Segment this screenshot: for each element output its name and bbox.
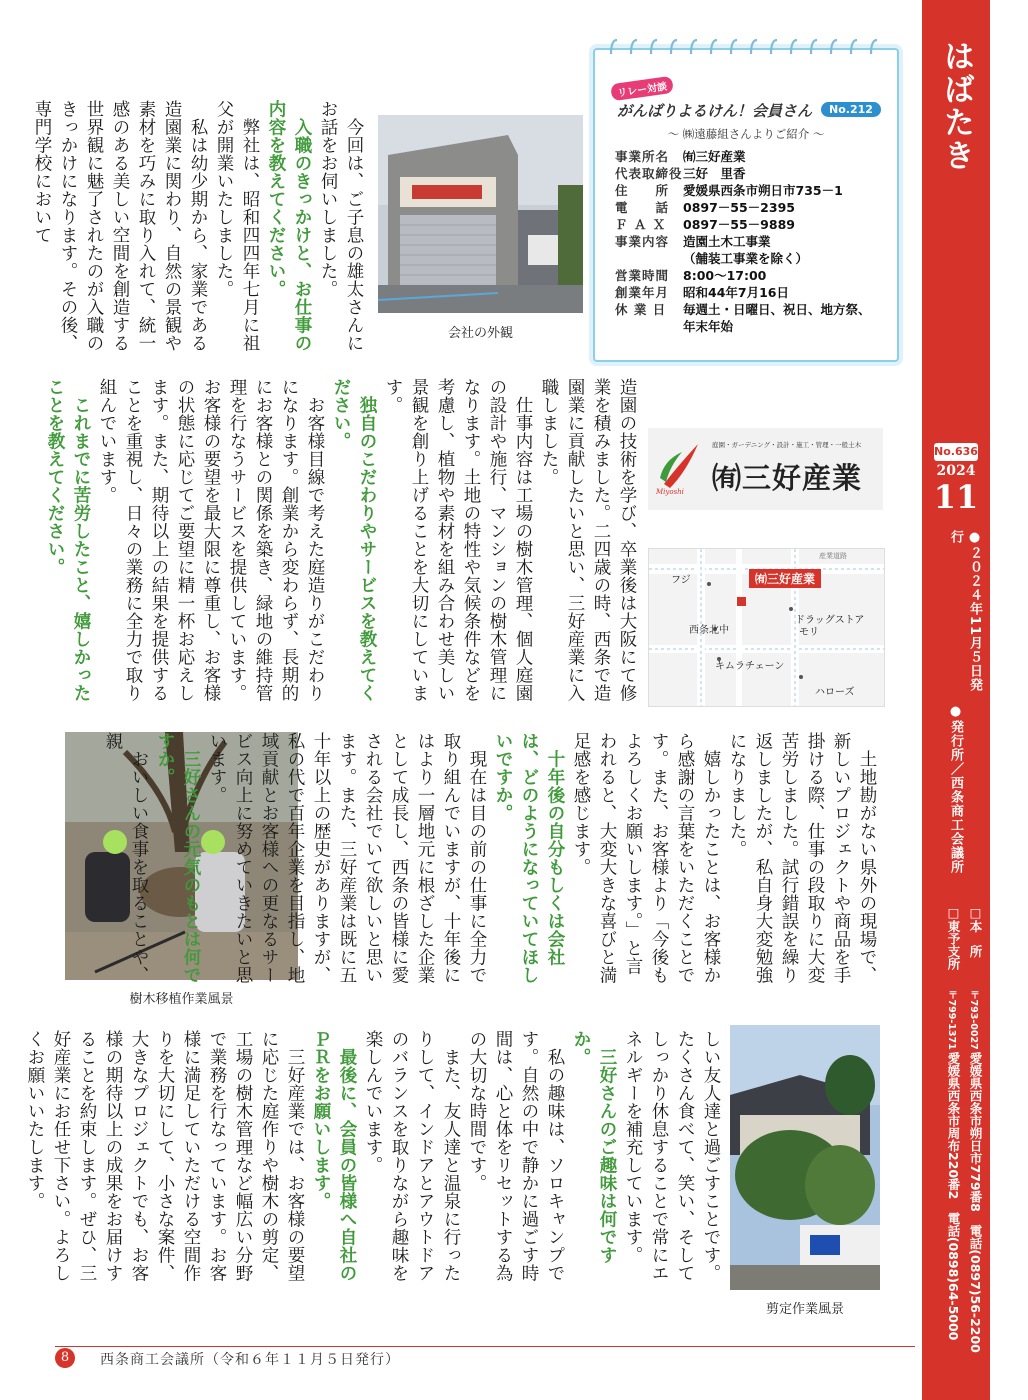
footer-text: 西条商工会議所（令和６年１１月５日発行） [100,1352,400,1368]
issue-year: 2024 [936,463,976,479]
column-title: がんばりよるけん！会員さん [617,102,813,120]
column-number: No.212 [821,102,881,117]
member-info-row [615,199,885,216]
publish-date: ●２０２４年11月５日発行 [948,530,982,693]
transplant-caption: 樹木移植作業風景 [129,992,234,1007]
question-heading: これまでに苦労したこと、嬉しかったことを教えてください。 [45,378,91,702]
member-info-row [615,284,885,301]
article-paragraph: 今回は、ご子息の雄太さんにお話をお伺いしました。 [318,100,364,352]
info-key: 電 話 [615,200,670,215]
info-key: 休 業 日 [615,302,667,317]
article-paragraph: 土地勘がない県外の現場で、新しいプロジェクトや商品を手掛ける際、仕事の段取りに大変苦労しました。試行錯誤を繰り返しましたが、私自身大変勉強になりました。 [727,732,877,984]
member-info-box [593,48,899,362]
map-label-drugstore: ドラッグストア [795,615,865,626]
tobu-office-zip: 〒799-1371 [946,990,957,1050]
article-block-4 [25,1030,724,1292]
question-heading: 最後に、会員の皆様へ自社のＰＲをお願いします。 [311,1030,357,1282]
logo-company-name: ㈲三好産業 [712,461,863,495]
info-key: Ｆ Ａ Ｘ [615,217,667,232]
main-office-label: □本 所 [968,905,983,958]
pruning-caption: 剪定作業風景 [765,1302,844,1317]
map-label-school: 西条北中 [689,625,729,636]
main-office-address: 愛媛県西条市朔日市779番8 電話(0897)56-2200 [968,1052,983,1353]
map-label-fuji: フジ [671,575,691,586]
map-label-mori: モリ [799,627,819,638]
tobu-office-label: □東予支所 [946,905,961,970]
article-paragraph: 仕事内容は工場の樹木管理、個人庭園の設計や施行、マンションの樹木管理になります。土地の特性や気候条件などを考慮し、植物や素材を組み合わせ美しい景観を創り上げることを大切にしています。 [383,378,533,702]
article-block-3 [103,732,880,987]
info-value: ㈲三好産業 [683,149,746,164]
article-paragraph: 弊社は、昭和四四年七月に祖父が開業いたしました。 [214,100,260,352]
info-value: 愛媛県西条市朔日市735－1 [683,183,843,198]
info-value: 8:00～17:00 [683,268,767,283]
info-key: 事業所名 [615,149,670,164]
article-paragraph: しい友人達と過ごすことです。たくさん食べて、笑い、そしてしっかり休息することで常にエネルギーを補充しています。 [623,1030,721,1282]
info-value: 毎週土・日曜日、祝日、地方祭、 [683,302,871,317]
footer-rule [55,1346,915,1347]
spiral-binding [601,36,891,58]
info-value: 昭和44年7月16日 [683,285,789,300]
article-paragraph: また、友人達と温泉に行ったりして、インドアとアウトドアのバランスを取りながら趣味を楽しんでいます。 [363,1030,461,1282]
footer-page-number: 8 [55,1348,75,1368]
article-paragraph: 三好産業では、お客様の要望に応じた庭作りや樹木の剪定、工場の樹木管理など幅広い分野で業務を行なっています。お客様に満足していただける空間作りを大切にして、小さな案件、大きなプロジェクトでも、お客様の期待以上の成果をお届けすることを約束します。ぜひ、三好産業にお任せ下さい。よろしくお願いいたします。 [25,1030,305,1282]
question-heading: 十年後の自分もしくは会社は、どのようになっていてほしいですか。 [493,732,565,984]
member-info-row [615,182,885,199]
map-label-halows: ハローズ [815,687,855,698]
sidebar [922,0,1022,1400]
article-paragraph: 造園の技術を学び、卒業後は大阪にて修業を積みました。二四歳の時、西条で造園業に貢献したいと思い、三好産業に入職しました。 [539,378,637,702]
article-paragraph: 嬉しかったことは、お客様から感謝の言葉をいただくことです。また、お客様より「今後もよろしくお願いします。」と言われると、大変大きな喜びと満足感を感じます。 [571,732,721,984]
member-info-row [615,301,885,318]
info-key: 創業年月 [615,285,670,300]
info-key: 営業時間 [615,268,670,283]
pruning-photo [730,1025,880,1290]
map-label-company: ㈲三好産業 [749,569,821,588]
publisher: ●発行所／西条商工会議所 [948,704,963,874]
info-value: 0897－55－2395 [683,200,795,215]
member-info-row [615,318,885,335]
info-value: 三好 里香 [683,166,746,181]
article-paragraph: 私は幼少期から、家業である造園業に関わり、自然の景観や素材を巧みに取り入れて、統一感のある美しい空間を創造する世界観に魅了されたのが入職のきっかけになります。その後、専門学校において [32,100,208,352]
location-map [648,548,885,707]
member-info-rows [615,148,885,335]
member-info-row [615,250,885,267]
company-logo-box [648,428,883,510]
member-info-row [615,233,885,250]
issue-number-badge: No.636 [934,443,978,461]
relay-badge: リレー対談 [610,76,674,101]
question-heading: 三好さんのご趣味は何ですか。 [571,1030,617,1264]
member-info-row [615,148,885,165]
issue-month: 11 [933,478,979,516]
member-info-row [615,165,885,182]
map-label-kimura: キムラチェーン [715,661,785,672]
article-paragraph: 私の趣味は、ソロキャンプです。自然の中で静かに過ごす時間は、心と体をリセットする為の大切な時間です。 [467,1030,565,1282]
article-block-2 [45,378,640,708]
question-heading: 入職のきっかけと、お仕事の内容を教えてください。 [266,100,312,352]
info-value: 年末年始 [683,319,734,334]
exterior-caption: 会社の外観 [447,326,513,341]
info-value: 0897－55－9889 [683,217,795,232]
article-block-1 [32,100,367,355]
question-heading: 独自のこだわりやサービスを教えてください。 [331,378,377,702]
logo-tagline: 庭園・ガーデニング・設計・施工・管理・一般土木 [712,441,862,449]
member-info-row [615,267,885,284]
article-paragraph: 現在は目の前の仕事に全力で取り組んでいますが、十年後にはより一層地元に根ざした企業として成長し、西条の皆様に愛される会社でいて欲しいと思います。また、三好産業は既に五十年以上の歴史がありますが、私の代で百年企業を目指し、地域貢献とお客様への更なるサービス向上に努めていきたいと思います。 [207,732,487,984]
question-heading: 三好さんの元気のもとは何ですか。 [155,732,201,984]
article-paragraph: お客様目線で考えた庭造りがこだわりになります。創業から変わらず、長期的にお客様との関係を築き、緑地の維持管理を行なうサービスを提供しています。お客様の要望を最大限に尊重し、お客様の状態に応じてご要望に精一杯お応えします。また、期待以上の結果を提供することを重視し、日々の業務に全力で取り組んでいます。 [97,378,325,702]
article-paragraph: おいしい食事を取ることや、親 [103,732,149,984]
newsletter-title: 西条商工会議所ニュース はばたき [938,40,1022,436]
tobu-office-address: 愛媛県西条市周布220番2 電話(0898)64-5000 [946,1052,961,1341]
info-key [615,318,683,335]
main-office-zip: 〒793-0027 [968,990,979,1050]
info-key: 代表取締役 [615,166,683,181]
map-label-road: 産業道路 [819,552,847,560]
info-key: 事業内容 [615,234,670,249]
logo-mark-text: Miyoshi [656,488,684,496]
info-value: 造園土木工事業 [683,234,771,249]
referral-subtitle: ～ ㈱遠藤組さんよりご紹介 ～ [667,127,825,141]
member-info-row [615,216,885,233]
info-key [615,250,683,267]
company-exterior-photo [378,115,583,313]
info-value: （舗装工事業を除く） [683,251,809,266]
info-key: 住 所 [615,183,670,198]
